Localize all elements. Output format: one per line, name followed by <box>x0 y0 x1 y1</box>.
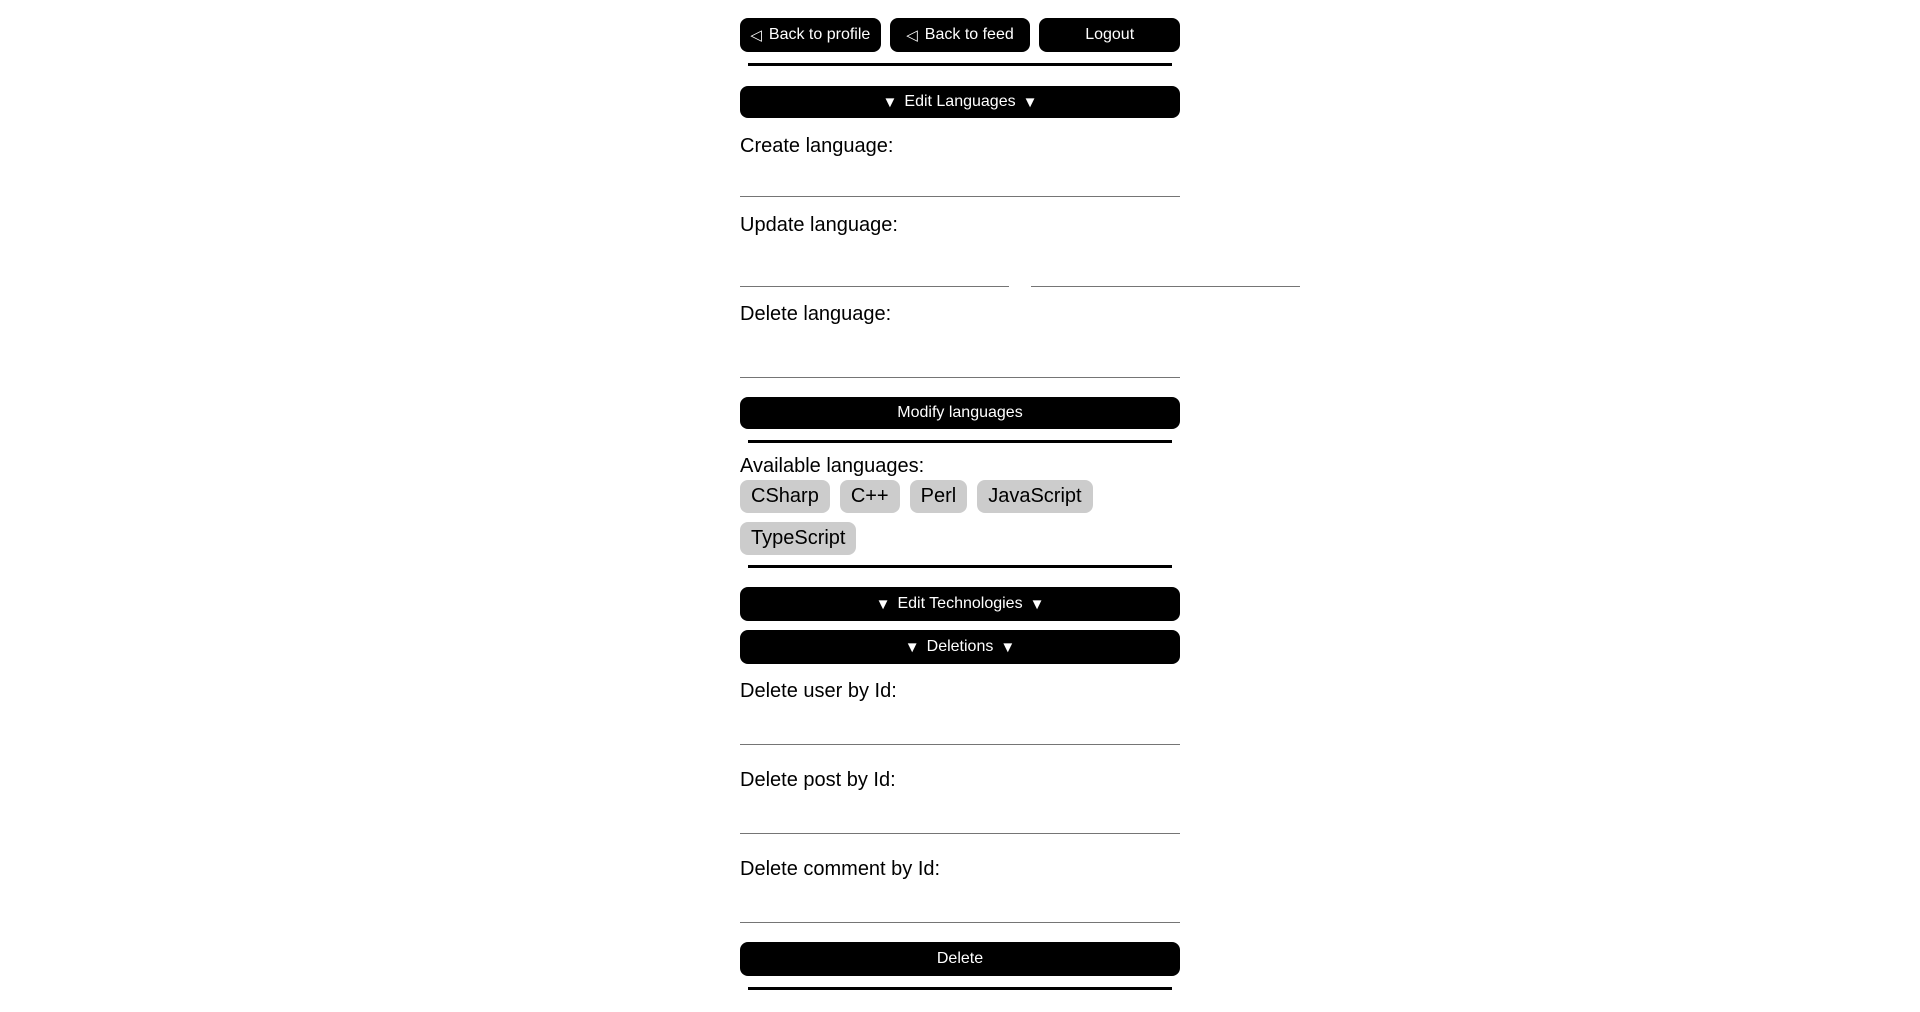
edit-technologies-accordion[interactable] <box>740 587 1180 621</box>
delete-language-input[interactable] <box>740 326 1180 378</box>
edit-technologies-label: Edit Technologies <box>897 595 1023 612</box>
available-languages-label: Available languages: <box>740 455 925 477</box>
available-languages-list <box>740 480 1180 555</box>
language-chip[interactable]: CSharp <box>740 480 830 513</box>
logout-button[interactable] <box>1039 18 1180 52</box>
delete-post-label: Delete post by Id: <box>740 769 896 791</box>
triangle-left-icon: ◁ <box>906 26 918 44</box>
delete-user-id-input[interactable] <box>740 703 1180 745</box>
update-language-inputs <box>740 237 1180 287</box>
separator <box>748 565 1172 568</box>
deletions-label: Deletions <box>926 638 994 655</box>
modify-languages-button[interactable] <box>740 397 1180 429</box>
separator <box>748 987 1172 990</box>
language-chip[interactable]: C++ <box>840 480 900 513</box>
toolbar <box>740 18 1180 52</box>
modify-languages-label: Modify languages <box>897 404 1023 421</box>
edit-languages-accordion[interactable] <box>740 86 1180 118</box>
delete-user-label: Delete user by Id: <box>740 680 897 702</box>
chevron-down-icon: ▼ <box>882 93 898 111</box>
delete-button[interactable] <box>740 942 1180 976</box>
chevron-down-icon: ▼ <box>1022 93 1038 111</box>
chevron-down-icon: ▼ <box>904 638 920 656</box>
back-to-profile-label: Back to profile <box>768 26 871 43</box>
create-language-input[interactable] <box>740 158 1180 197</box>
update-language-new-input[interactable] <box>1031 237 1300 287</box>
language-chip[interactable]: Perl <box>910 480 968 513</box>
deletions-accordion[interactable] <box>740 630 1180 664</box>
update-language-label: Update language: <box>740 214 898 236</box>
delete-comment-id-input[interactable] <box>740 881 1180 923</box>
language-chip[interactable]: JavaScript <box>977 480 1092 513</box>
chevron-down-icon: ▼ <box>875 595 891 613</box>
back-to-feed-label: Back to feed <box>924 26 1014 43</box>
back-to-profile-button[interactable] <box>740 18 881 52</box>
separator <box>748 440 1172 443</box>
delete-button-label: Delete <box>936 950 984 967</box>
edit-languages-label: Edit Languages <box>904 93 1016 110</box>
separator <box>748 63 1172 66</box>
delete-post-id-input[interactable] <box>740 792 1180 834</box>
back-to-feed-button[interactable] <box>890 18 1031 52</box>
update-language-old-input[interactable] <box>740 237 1009 287</box>
chevron-down-icon: ▼ <box>1000 638 1016 656</box>
logout-label: Logout <box>1085 26 1135 43</box>
chevron-down-icon: ▼ <box>1029 595 1045 613</box>
delete-language-label: Delete language: <box>740 303 892 325</box>
triangle-left-icon: ◁ <box>750 26 762 44</box>
create-language-label: Create language: <box>740 135 894 157</box>
admin-panel <box>740 0 1180 990</box>
language-chip[interactable]: TypeScript <box>740 522 856 555</box>
delete-comment-label: Delete comment by Id: <box>740 858 941 880</box>
